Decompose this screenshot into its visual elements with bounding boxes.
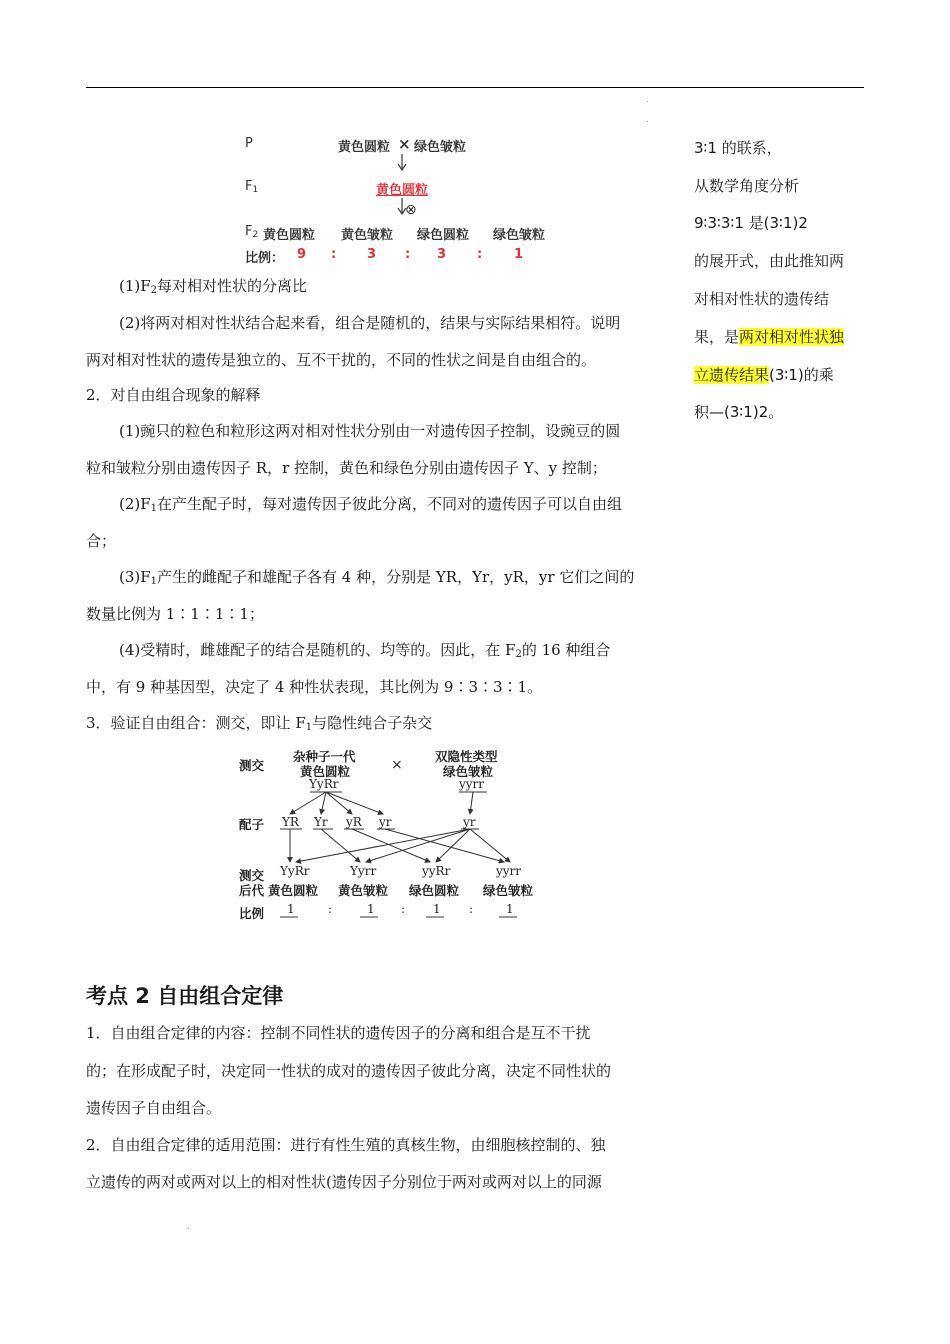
paragraph: 1．自由组合定律的内容：控制不同性状的遗传因子的分离和组合是互不干扰 — [86, 1024, 591, 1042]
ratio-label: 比例 — [239, 906, 265, 921]
parent1-genotype: YyRr — [309, 777, 339, 791]
paragraph: 数量比例为 1∶1∶1∶1； — [86, 605, 264, 623]
page-dot — [188, 1228, 189, 1229]
f1-phenotype: 黄色圆粒 — [376, 183, 429, 198]
f2-label: $F_2$ — [245, 224, 259, 240]
testcross-connectors — [230, 740, 560, 930]
paragraph: 中，有 9 种基因型，决定了 4 种性状表现，其比例为 9∶3∶3∶1。 — [86, 678, 543, 696]
gamete: YR — [282, 815, 299, 829]
parent2-genotype: yyrr — [459, 777, 485, 791]
side-note-line: 立遗传结果(3∶1)的乘 — [694, 366, 834, 384]
cross-symbol: × — [391, 757, 403, 773]
ratio-value: 9 — [297, 247, 307, 262]
down-arrow-icon — [396, 154, 408, 174]
paragraph: $(3)F_1$产生的雌配子和雄配子各有 4 种，分别是 YR，Yr，yR，yr 它们之间的 — [119, 568, 635, 587]
offspring-genotype: Yyrr — [350, 864, 377, 878]
paragraph: $(2)F_1$在产生配子时，每对遗传因子彼此分离，不同对的遗传因子可以自由组 — [119, 495, 623, 514]
ratio-sep: : — [405, 247, 411, 262]
highlight: 两对相对性状独 — [739, 328, 845, 346]
side-note-line: 对相对性状的遗传结 — [694, 290, 830, 308]
side-note-line: 9∶3∶3∶1 是(3∶1)2 — [694, 214, 808, 232]
side-note-line: 果，是两对相对性状独 — [694, 328, 845, 346]
paragraph: $(1)F_2$每对相对性状的分离比 — [119, 277, 308, 296]
side-note-line: 3∶1 的联系， — [694, 139, 782, 157]
offspring-genotype: yyrr — [496, 864, 522, 878]
offspring-genotype: YyRr — [280, 864, 310, 878]
ratio-sep: : — [328, 902, 333, 916]
section-title: 3．验证自由组合：测交，即让 $F_1$与隐性纯合子杂交 — [86, 714, 433, 733]
parent2-line1: 双隐性类型 — [435, 749, 498, 764]
gamete-label: 配子 — [239, 817, 265, 832]
header-rule — [86, 87, 864, 88]
gamete: yr — [463, 815, 476, 829]
paragraph: 2．自由组合定律的适用范围：进行有性生殖的真核生物，由细胞核控制的、独 — [86, 1136, 606, 1154]
f2-phenotype: 绿色圆粒 — [417, 228, 470, 243]
paragraph: 粒和皱粒分别由遗传因子 R，r 控制，黄色和绿色分别由遗传因子 Y、y 控制； — [86, 459, 607, 477]
ratio-value: 1 — [367, 902, 375, 916]
ratio-value: 3 — [367, 247, 377, 262]
paragraph: (1)豌只的粒色和粒形这两对相对性状分别由一对遗传因子控制，设豌豆的圆 — [119, 422, 621, 440]
parent1-line2: 黄色圆粒 — [300, 764, 351, 779]
section-title: 2．对自由组合现象的解释 — [86, 386, 261, 404]
paragraph: 的；在形成配子时，决定同一性状的成对的遗传因子彼此分离，决定不同性状的 — [86, 1062, 612, 1080]
f1-label: $F_1$ — [245, 179, 259, 195]
selfing-icon: ⊗ — [405, 202, 417, 218]
p-parent2: 绿色皱粒 — [414, 140, 467, 155]
row-label: 测交 — [239, 758, 265, 773]
paragraph: (4)受精时，雌雄配子的结合是随机的、均等的。因此，在 $F_2$的 16 种组合 — [119, 641, 611, 660]
p-label: P — [245, 136, 253, 151]
topic-heading: 考点 2 自由组合定律 — [86, 984, 284, 1008]
cross-symbol: × — [398, 135, 411, 153]
p-parent1: 黄色圆粒 — [338, 140, 391, 155]
offspring-phenotype: 绿色皱粒 — [483, 883, 534, 898]
ratio-value: 1 — [433, 902, 441, 916]
ratio-label: 比例： — [245, 251, 285, 266]
ratio-value: 1 — [506, 902, 514, 916]
offspring-phenotype: 黄色圆粒 — [268, 883, 319, 898]
ratio-sep: : — [469, 902, 474, 916]
offspring-label: 后代 — [239, 883, 265, 898]
offspring-phenotype: 绿色圆粒 — [409, 883, 460, 898]
page-dot — [647, 121, 648, 122]
ratio-sep: : — [331, 247, 337, 262]
paragraph: 遗传因子自由组合。 — [86, 1099, 222, 1117]
page-dot — [647, 101, 648, 102]
parent2-line2: 绿色皱粒 — [443, 764, 494, 779]
f2-phenotype: 黄色皱粒 — [341, 228, 394, 243]
paragraph: (2)将两对相对性状结合起来看，组合是随机的，结果与实际结果相符。说明 — [119, 314, 621, 332]
ratio-sep: : — [477, 247, 483, 262]
parent1-line1: 杂种子一代 — [293, 749, 356, 764]
offspring-genotype: yyRr — [422, 864, 451, 878]
paragraph: 两对相对性状的遗传是独立的、互不干扰的，不同的性状之间是自由组合的。 — [86, 351, 597, 369]
f2-phenotype: 黄色圆粒 — [263, 228, 316, 243]
ratio-sep: : — [401, 902, 406, 916]
ratio-value: 3 — [437, 247, 447, 262]
side-note-line: 的展开式，由此推知两 — [694, 252, 845, 270]
paragraph: 立遗传的两对或两对以上的相对性状(遗传因子分别位于两对或两对以上的同源 — [86, 1173, 602, 1191]
paragraph: 合； — [86, 532, 117, 550]
side-note-line: 从数学角度分析 — [694, 177, 800, 195]
offspring-label: 测交 — [239, 868, 265, 883]
ratio-value: 1 — [287, 902, 295, 916]
ratio-value: 1 — [514, 247, 524, 262]
gamete: yr — [379, 815, 392, 829]
gamete: Yr — [314, 815, 328, 829]
f2-phenotype: 绿色皱粒 — [493, 228, 546, 243]
gamete: yR — [346, 815, 362, 829]
side-note-line: 积—(3∶1)2。 — [694, 403, 784, 421]
offspring-phenotype: 黄色皱粒 — [338, 883, 389, 898]
highlight: 立遗传结果 — [694, 366, 770, 384]
